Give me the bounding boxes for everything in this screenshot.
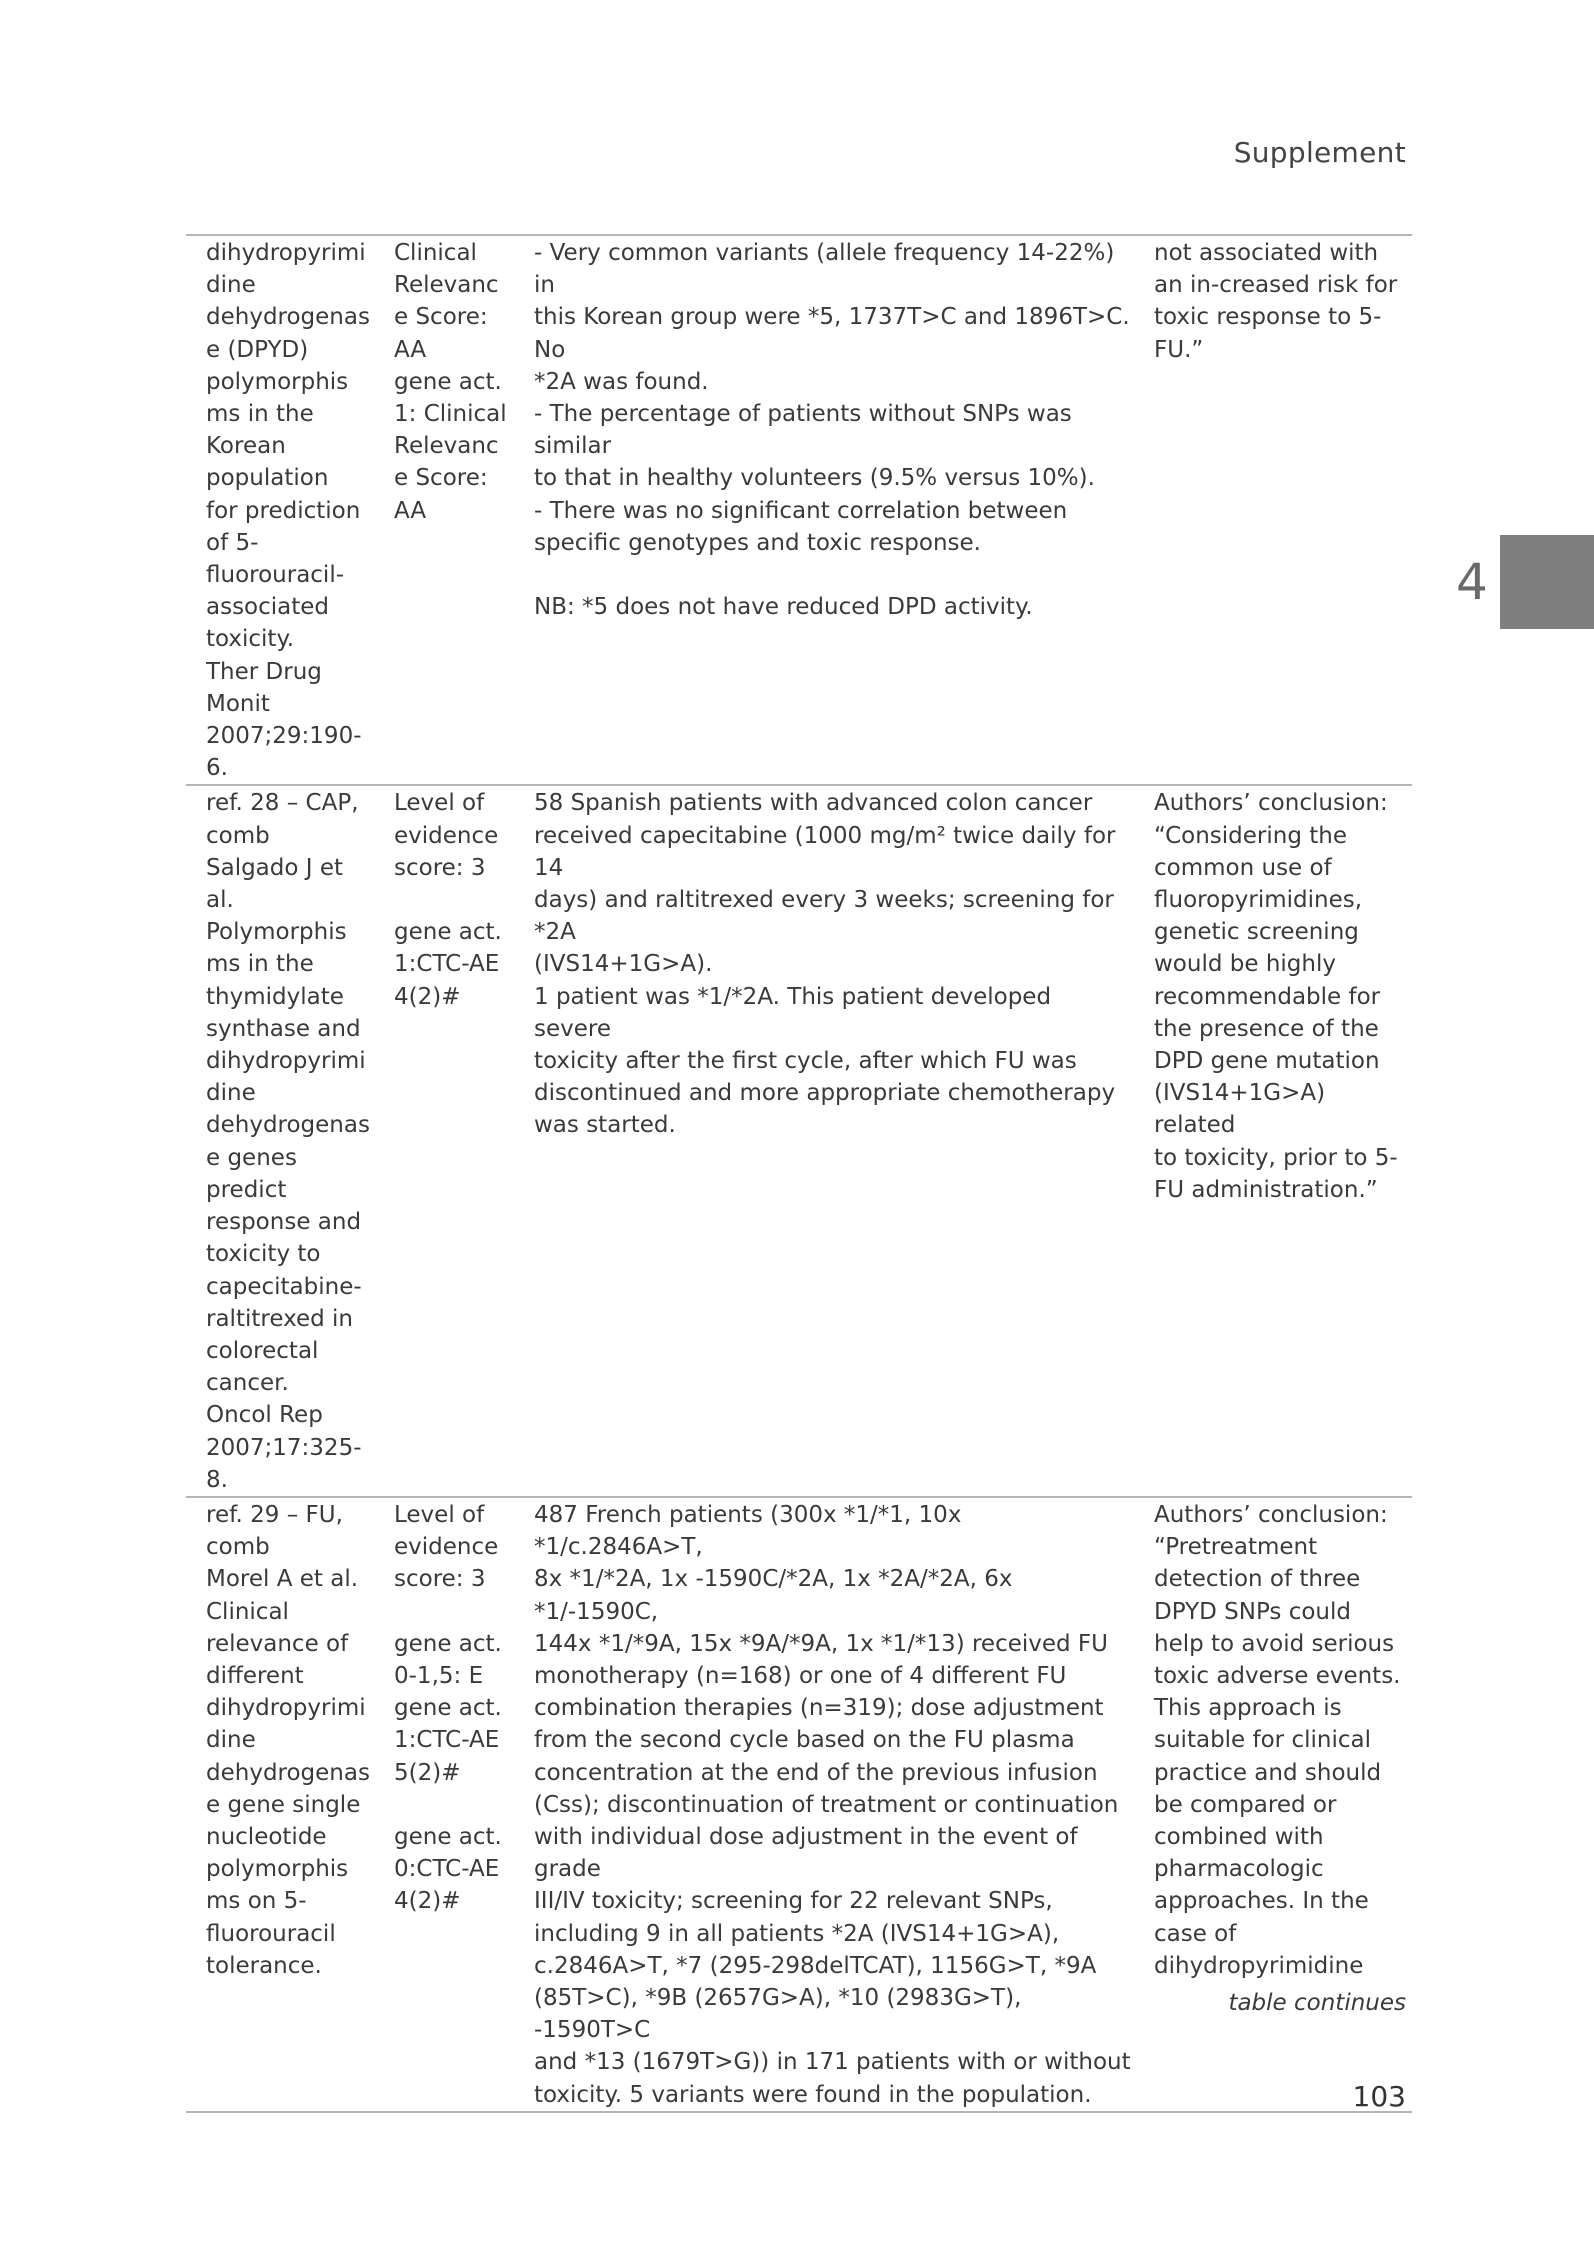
cell-line: monotherapy (n=168) or one of 4 different FU — [534, 1662, 1067, 1689]
cell-line: “Considering the — [1154, 822, 1348, 849]
cell-line: Korean — [206, 433, 286, 460]
cell-line: 1 patient was *1/*2A. This patient developed severe — [534, 983, 1052, 1042]
cell-line: Level of — [394, 1501, 485, 1528]
cell-line: 487 French patients (300x *1/*1, 10x *1/c.2846A>T, — [534, 1501, 962, 1561]
cell-line: 2007;17:325- — [206, 1434, 362, 1461]
cell-line: Ther Drug — [206, 658, 322, 685]
cell-line: dine — [206, 1080, 256, 1107]
cell-line: 5(2)# — [394, 1759, 461, 1786]
cell-line: 0-1,5: E — [394, 1662, 484, 1689]
cell-line: cancer. — [206, 1370, 289, 1397]
page-number: 103 — [1352, 2080, 1406, 2113]
cell-line: days) and raltitrexed every 3 weeks; screening for *2A — [534, 887, 1114, 946]
cell-line: Clinical — [206, 1598, 289, 1625]
cell-line: (Css); discontinuation of treatment or continuation — [534, 1791, 1119, 1818]
cell-line: dehydrogenas — [206, 1112, 370, 1139]
cell-line: Morel A et al. — [206, 1566, 359, 1593]
cell-line: evidence — [394, 822, 499, 849]
cell-line: ref. 28 – CAP, — [206, 790, 359, 817]
cell-line: thymidylate — [206, 983, 344, 1010]
cell-line: combination therapies (n=319); dose adjustment — [534, 1695, 1104, 1722]
cell-line: Level of — [394, 790, 485, 817]
findings-cell — [522, 785, 1142, 1496]
cell-line: recommendable for — [1154, 983, 1381, 1010]
cell-line: - Very common variants (allele frequency 14-22%) in — [534, 240, 1115, 299]
cell-line: tolerance. — [206, 1952, 322, 1979]
cell-line: III/IV toxicity; screening for 22 relevant SNPs, — [534, 1888, 1053, 1915]
cell-line: ms on 5- — [206, 1888, 307, 1915]
cell-line: ms in the — [206, 401, 314, 428]
cell-line: toxicity. — [206, 626, 295, 653]
cell-line: raltitrexed in — [206, 1305, 353, 1332]
cell-line: Monit — [206, 690, 270, 717]
cell-line: This approach is — [1154, 1695, 1342, 1722]
cell-line: relevance of — [206, 1630, 349, 1657]
cell-line: Salgado J et — [206, 854, 344, 881]
cell-line: (IVS14+1G>A) related — [1154, 1080, 1326, 1139]
cell-line: e (DPYD) — [206, 336, 309, 363]
cell-line: DPD gene mutation — [1154, 1048, 1380, 1075]
cell-line: Authors’ conclusion: — [1154, 1501, 1388, 1528]
cell-line: gene act. — [394, 1695, 502, 1722]
cell-line — [394, 1596, 514, 1628]
cell-line: *2A was found. — [534, 368, 709, 395]
table-row — [186, 235, 1412, 785]
cell-line: specific genotypes and toxic response. — [534, 529, 981, 556]
cell-line: polymorphis — [206, 368, 349, 395]
reference-cell — [186, 235, 384, 785]
cell-line: dehydrogenas — [206, 304, 370, 331]
cell-line: Clinical — [394, 240, 477, 266]
cell-line: FU.” — [1154, 336, 1204, 363]
cell-line: AA — [394, 497, 427, 524]
cell-line: and *13 (1679T>G)) in 171 patients with or without — [534, 2049, 1131, 2076]
cell-line: an in-creased risk for — [1154, 272, 1398, 299]
cell-line: for prediction — [206, 497, 361, 524]
cell-line: this Korean group were *5, 1737T>C and 1896T>C. No — [534, 304, 1130, 363]
cell-line: of 5- — [206, 529, 259, 556]
cell-line: gene act. — [394, 368, 502, 395]
cell-line: score: 3 — [394, 854, 486, 881]
cell-line: 1:CTC-AE — [394, 1727, 500, 1754]
cell-line: polymorphis — [206, 1856, 349, 1883]
cell-line: 0:CTC-AE — [394, 1856, 500, 1883]
cell-line: be compared or — [1154, 1791, 1337, 1818]
cell-line: discontinued and more appropriate chemotherapy — [534, 1080, 1116, 1107]
cell-line: ms in the — [206, 951, 314, 978]
cell-line: Polymorphis — [206, 919, 347, 946]
cell-line: different — [206, 1662, 304, 1689]
findings-cell — [522, 235, 1142, 785]
cell-line: dihydropyrimi — [206, 240, 366, 266]
cell-line: evidence — [394, 1534, 499, 1561]
cell-line: Authors’ conclusion: — [1154, 790, 1388, 817]
cell-line: “Pretreatment — [1154, 1534, 1318, 1561]
cell-line: practice and should — [1154, 1759, 1382, 1786]
cell-line — [534, 559, 1134, 591]
cell-line: help to avoid serious — [1154, 1630, 1395, 1657]
cell-line: suitable for clinical — [1154, 1727, 1371, 1754]
evidence-score-cell — [384, 1497, 522, 2112]
cell-line: 1:CTC-AE — [394, 951, 500, 978]
conclusion-cell — [1142, 1497, 1412, 2112]
cell-line: gene act. — [394, 1630, 502, 1657]
cell-line: toxic response to 5- — [1154, 304, 1382, 331]
cell-line: approaches. In the — [1154, 1888, 1369, 1915]
cell-line: from the second cycle based on the FU plasma — [534, 1727, 1075, 1754]
cell-line: dehydrogenas — [206, 1759, 370, 1786]
cell-line: detection of three — [1154, 1566, 1361, 1593]
findings-cell — [522, 1497, 1142, 2112]
cell-line: dihydropyrimidine — [1154, 1952, 1364, 1979]
cell-line: to toxicity, prior to 5- — [1154, 1144, 1398, 1171]
cell-line: (IVS14+1G>A). — [534, 951, 713, 978]
cell-line: gene act. — [394, 1823, 502, 1850]
cell-line: score: 3 — [394, 1566, 486, 1593]
cell-line: response and — [206, 1209, 362, 1236]
cell-line: dine — [206, 272, 256, 299]
cell-line: synthase and — [206, 1015, 361, 1042]
cell-line: FU administration.” — [1154, 1176, 1378, 1203]
cell-line: capecitabine- — [206, 1273, 362, 1300]
conclusion-cell — [1142, 785, 1412, 1496]
cell-line: pharmacologic — [1154, 1856, 1324, 1883]
cell-line: including 9 in all patients *2A (IVS14+1G>A), — [534, 1920, 1060, 1947]
cell-line: - The percentage of patients without SNPs was similar — [534, 401, 1072, 460]
chapter-tab — [1500, 535, 1594, 629]
conclusion-cell — [1142, 235, 1412, 785]
cell-line: e Score: — [394, 465, 488, 492]
cell-line: dihydropyrimi — [206, 1695, 366, 1722]
cell-line: fluorouracil — [206, 1920, 336, 1947]
cell-line: with individual dose adjustment in the event of grade — [534, 1823, 1078, 1883]
cell-line: Relevanc — [394, 272, 499, 299]
cell-line: NB: *5 does not have reduced DPD activity. — [534, 594, 1033, 621]
cell-line: case of — [1154, 1920, 1237, 1947]
cell-line: comb — [206, 1534, 270, 1561]
cell-line: Relevanc — [394, 433, 499, 460]
reference-cell — [186, 1497, 384, 2112]
running-header: Supplement — [1233, 136, 1406, 169]
cell-line: associated — [206, 594, 330, 621]
cell-line: AA — [394, 336, 427, 363]
cell-line: DPYD SNPs could — [1154, 1598, 1351, 1625]
table-row — [186, 785, 1412, 1496]
cell-line: Oncol Rep — [206, 1402, 323, 1429]
cell-line: e genes — [206, 1144, 297, 1171]
evidence-table — [186, 234, 1412, 2113]
reference-cell — [186, 785, 384, 1496]
cell-line: to that in healthy volunteers (9.5% versus 10%). — [534, 465, 1095, 492]
cell-line: received capecitabine (1000 mg/m² twice daily for 14 — [534, 822, 1116, 881]
cell-line: - There was no significant correlation between — [534, 497, 1068, 524]
cell-line: dihydropyrimi — [206, 1048, 366, 1075]
cell-line: 2007;29:190- — [206, 723, 362, 750]
chapter-number: 4 — [1456, 553, 1488, 611]
cell-line: 6. — [206, 755, 228, 782]
cell-line: concentration at the end of the previous infusion — [534, 1759, 1098, 1786]
cell-line: toxicity to — [206, 1241, 321, 1268]
cell-line: genetic screening — [1154, 919, 1359, 946]
cell-line: e gene single — [206, 1791, 361, 1818]
cell-line: combined with — [1154, 1823, 1324, 1850]
cell-line: was started. — [534, 1112, 676, 1139]
cell-line: predict — [206, 1176, 287, 1203]
cell-line: would be highly — [1154, 951, 1336, 978]
cell-line: dine — [206, 1727, 256, 1754]
evidence-score-cell — [384, 235, 522, 785]
cell-line: c.2846A>T, *7 (295-298delTCAT), 1156G>T, *9A — [534, 1952, 1097, 1979]
cell-line: 4(2)# — [394, 983, 461, 1010]
cell-line: toxicity after the first cycle, after which FU was — [534, 1048, 1077, 1075]
cell-line: (85T>C), *9B (2657G>A), *10 (2983G>T), -1590T>C — [534, 1984, 1022, 2044]
cell-line: 144x *1/*9A, 15x *9A/*9A, 1x *1/*13) received FU — [534, 1630, 1109, 1657]
cell-line: 58 Spanish patients with advanced colon cancer — [534, 790, 1093, 817]
cell-line: fluoropyrimidines, — [1154, 887, 1363, 914]
cell-line: population — [206, 465, 329, 492]
cell-line: comb — [206, 822, 270, 849]
cell-line — [394, 1789, 514, 1821]
cell-line: the presence of the — [1154, 1015, 1379, 1042]
cell-line: toxicity. 5 variants were found in the population. — [534, 2081, 1092, 2108]
cell-line: not associated with — [1154, 240, 1379, 266]
table-continues-note: table continues — [1228, 1990, 1406, 2016]
cell-line: 8x *1/*2A, 1x -1590C/*2A, 1x *2A/*2A, 6x *1/-1590C, — [534, 1566, 1013, 1625]
cell-line: fluorouracil- — [206, 562, 345, 589]
evidence-score-cell — [384, 785, 522, 1496]
cell-line: 1: Clinical — [394, 401, 507, 428]
cell-line: gene act. — [394, 919, 502, 946]
cell-line — [394, 884, 514, 916]
cell-line: nucleotide — [206, 1823, 327, 1850]
cell-line: ref. 29 – FU, — [206, 1501, 343, 1528]
cell-line: toxic adverse events. — [1154, 1662, 1401, 1689]
cell-line: 8. — [206, 1466, 228, 1493]
cell-line: e Score: — [394, 304, 488, 331]
cell-line: al. — [206, 887, 234, 914]
cell-line: colorectal — [206, 1337, 319, 1364]
cell-line: common use of — [1154, 854, 1332, 881]
cell-line: 4(2)# — [394, 1888, 461, 1915]
table-row — [186, 1497, 1412, 2112]
